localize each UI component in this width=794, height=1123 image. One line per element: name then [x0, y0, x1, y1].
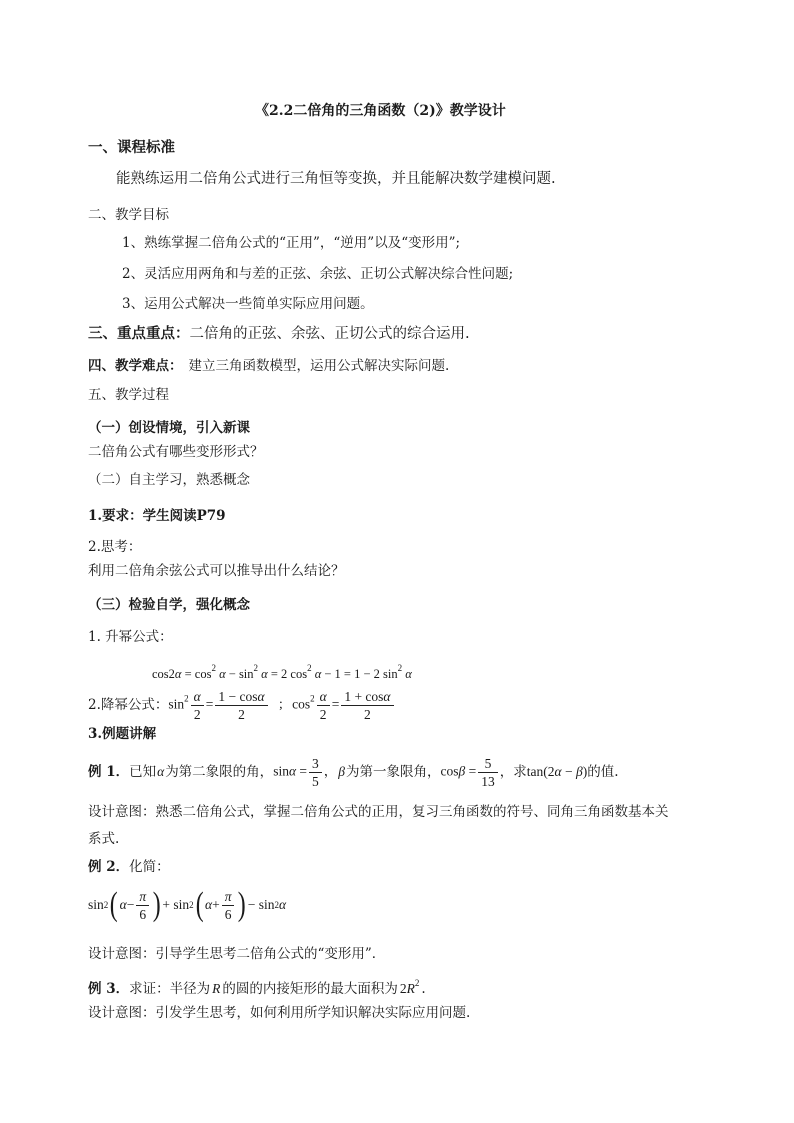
raise-power-formula: $\cos 2\alpha = \cos^2 \alpha - \sin^2 \alpha = 2$ $\cos^2 \alpha - 1 = 1 - 2$ $\sin^2 \alpha$: [152, 663, 412, 681]
difficulty-line: [88, 356, 449, 376]
example-2-expression: sin 2 ( α − $\frac{\pi}{6}$ ) + sin 2 ( α + $\frac{\pi}{6}$ ) − sin 2 α: [88, 886, 287, 923]
page-title: 《2.2二倍角的三角函数（2)》教学设计: [255, 103, 506, 119]
example-1: 例 1． 已知 α 为第二象限的角， sinα = $\frac{3}{5}$ ， β 为第一象限角， cosβ = $\frac{5}{13}$ ，求 tan(2α − β) 的值.: [88, 755, 619, 789]
key-points-heading: 三、重点重点：: [88, 325, 190, 342]
example-3-label: 例 3．: [88, 981, 130, 997]
example-1-text-d: ，求: [499, 764, 527, 780]
goal-item-3: 3、运用公式解决一些简单实际应用问题。: [122, 296, 374, 312]
example-1-text-e: 的值.: [587, 764, 619, 780]
part1-heading: （一）创设情境，引入新课: [88, 420, 250, 436]
part2-question: 利用二倍角余弦公式可以推导出什么结论？: [88, 563, 345, 579]
key-points-line: [88, 324, 470, 344]
part2-requirement: 1.要求：学生阅读P79: [88, 508, 226, 524]
example-1-intent-line-2: 系式.: [88, 831, 120, 847]
difficulty-heading: 四、教学难点：: [88, 358, 183, 374]
part2-heading: （二）自主学习，熟悉概念: [88, 472, 250, 488]
example-3-intent: 设计意图：引发学生思考，如何利用所学知识解决实际应用问题.: [88, 1005, 471, 1021]
part2-think-label: 2.思考：: [88, 539, 142, 555]
lower-power-label: 2.降幂公式：: [88, 697, 169, 713]
goal-item-2: 2、灵活应用两角和与差的正弦、余弦、正切公式解决综合性问题;: [122, 266, 514, 282]
example-2-label: 例 2．: [88, 859, 130, 875]
section-heading-standards: 一、课程标准: [88, 139, 175, 156]
example-1-text-c: 为第一象限角，: [346, 764, 441, 780]
raise-power-label: 1. 升幂公式：: [88, 629, 173, 645]
standards-text: 能熟练运用二倍角公式进行三角恒等变换，并且能解决数学建模问题.: [116, 171, 556, 187]
lower-power-line: [88, 685, 396, 725]
difficulty-text: 建立三角函数模型，运用公式解决实际问题.: [188, 358, 450, 374]
key-points-text: 二倍角的正弦、余弦、正切公式的综合运用.: [189, 326, 470, 342]
example-3-text-c: .: [421, 981, 426, 997]
example-1-text-a: 已知: [129, 764, 157, 780]
example-2-intent: 设计意图：引导学生思考二倍角公式的“变形用”．: [88, 946, 386, 962]
example-2: [88, 857, 170, 877]
examples-label: 3.例题讲解: [88, 726, 157, 742]
section-heading-process: 五、教学过程: [88, 387, 169, 403]
goal-item-1: 1、熟练掌握二倍角公式的“正用”，“逆用”以及“变形用”;: [122, 235, 461, 251]
example-2-text: 化简：: [129, 859, 170, 875]
example-3: 例 3．求证：半径为 R 的圆的内接矩形的最大面积为 $2R^2$ .: [88, 978, 426, 997]
part3-heading: （三）检验自学，强化概念: [88, 597, 250, 613]
lower-power-formula: $\sin^2$ $\frac{\alpha}{2}$ = $\frac{1 - \cos\alpha}{2}$ ; $\cos^2$ $\frac{\alpha}{2}$ = $\frac{1 + \cos\alpha}{2}$: [168, 688, 395, 723]
example-3-text-a: 求证：半径为: [129, 981, 211, 997]
part1-text: 二倍角公式有哪些变形形式？: [88, 444, 264, 460]
example-1-intent-line-1: 设计意图：熟悉二倍角公式，掌握二倍角公式的正用，复习三角函数的符号、同角三角函数基本关: [88, 804, 669, 820]
section-heading-goals: 二、教学目标: [88, 207, 169, 223]
example-1-text-b: 为第二象限的角，: [165, 764, 274, 780]
example-3-text-b: 的圆的内接矩形的最大面积为: [222, 981, 398, 997]
example-1-label: 例 1．: [88, 764, 130, 780]
